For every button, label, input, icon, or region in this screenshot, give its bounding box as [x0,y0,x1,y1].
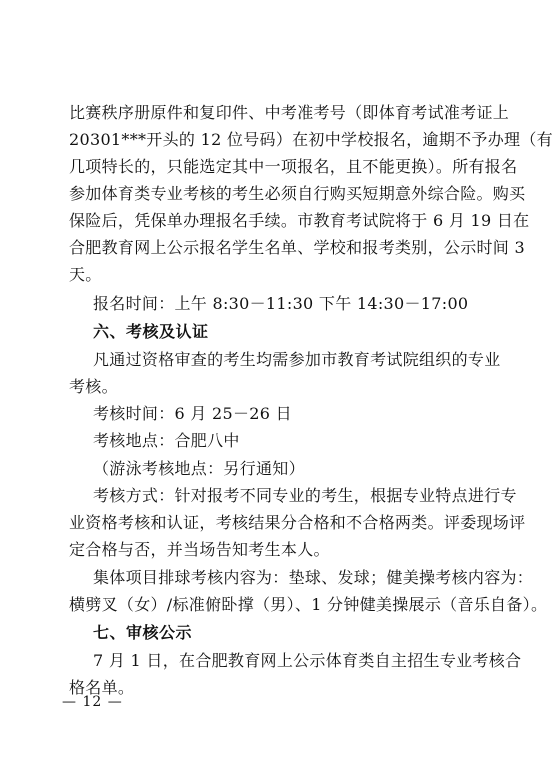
text-line: 横劈叉（女）/标准俯卧撑（男）、1 分钟健美操展示（音乐自备）。 [69,595,548,614]
text-line: 集体项目排球考核内容为：垫球、发球；健美操考核内容为： [93,568,534,587]
exam-place: 考核地点：合肥八中 [93,431,240,450]
text-line: 考核。 [69,377,118,396]
swim-place: （游泳考核地点：另行通知） [93,459,305,478]
assessment-intro-paragraph [69,346,501,400]
page-number: — 12 — [62,694,123,710]
text-line: 天。 [69,265,102,284]
publication-paragraph [69,647,522,701]
text-line: 定合格与否，并当场告知考生本人。 [69,540,330,559]
text-line: 凡通过资格审查的考生均需参加市教育考试院组织的专业 [93,350,501,369]
section-6-heading: 六、考核及认证 [93,322,209,341]
text-line: 几项特长的，只能选定其中一项报名，且不能更换）。所有报名 [69,157,518,176]
text-line: 20301***开头的 12 位号码）在初中学校报名，逾期不予办理（有 [69,130,553,149]
assessment-content-paragraph [69,564,548,618]
assessment-method-paragraph [69,482,526,563]
text-line: 格名单。 [69,678,135,697]
signup-time: 报名时间：上午 8:30－11:30 下午 14:30－17:00 [93,294,469,313]
text-line: 保险后，凭保单办理报名手续。市教育考试院将于 6 月 19 日在 [69,211,530,230]
text-line: 比赛秩序册原件和复印件、中考准考号（即体育考试准考证上 [69,103,510,122]
text-line: 考核方式：针对报考不同专业的考生，根据专业特点进行专 [93,486,517,505]
text-line: 合肥教育网上公示报名学生名单、学校和报考类别，公示时间 3 [69,238,525,257]
section-7-heading: 七、审核公示 [93,623,193,642]
text-line: 参加体育类专业考核的考生必须自行购买短期意外综合险。购买 [69,184,526,203]
registration-paragraph [69,99,553,288]
text-line: 7 月 1 日，在合肥教育网上公示体育类自主招生专业考核合 [93,651,522,670]
exam-time: 考核时间：6 月 25－26 日 [93,404,292,423]
text-line: 业资格考核和认证，考核结果分合格和不合格两类。评委现场评 [69,513,526,532]
